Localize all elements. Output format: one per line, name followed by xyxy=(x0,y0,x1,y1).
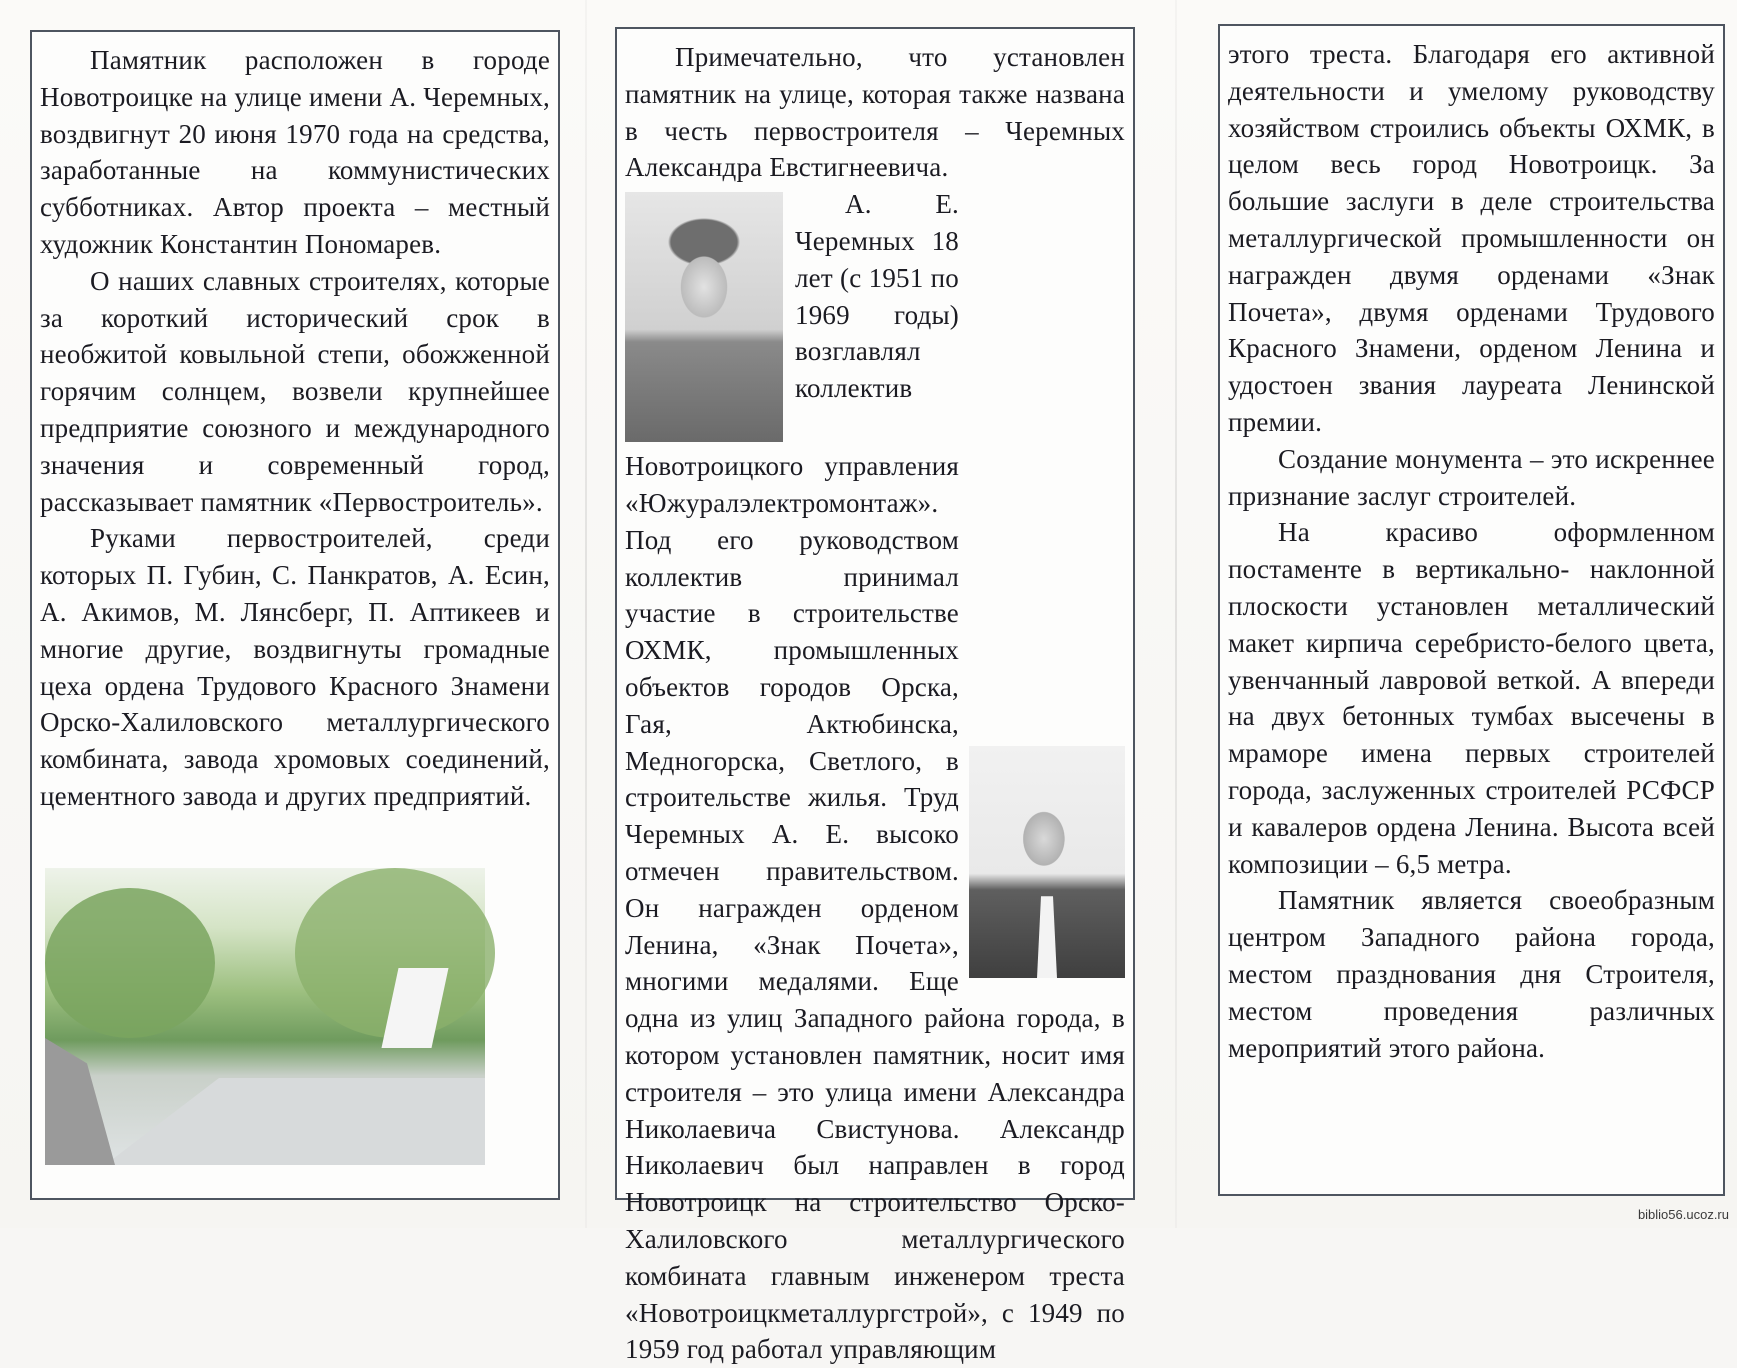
column-right xyxy=(1218,24,1725,1196)
paragraph-trust: этого треста. Благодаря его активной деятельности и умелому руководству хозяйством строились объекты ОХМК, в целом весь город Новотроицк. За большие заслуги в деле строительства металлургической промышленности он награжден двумя орденами «Знак Почета», двумя орденами Трудового Красного Знамени, орденом Ленина и удостоен звания лауреата Ленинской премии. xyxy=(1228,39,1715,437)
paragraph-center: Памятник является своеобразным центром Западного района города, местом празднования дня Строителя, местом проведения различных мероприятий этого района. xyxy=(1228,885,1715,1063)
watermark: biblio56.ucoz.ru xyxy=(1637,1207,1729,1222)
portrait-photo-svistunov xyxy=(969,746,1125,978)
column-middle xyxy=(615,27,1135,1365)
portrait-photo-cheremnykh xyxy=(625,192,783,442)
monument-park-photo xyxy=(45,868,485,1165)
paragraph-location: Памятник расположен в городе Новотроицке на улице имени А. Черемных, воздвигнут 20 июня 1970 года на средства, заработанные на коммунистических субботниках. Автор проекта – местный художник Константин Пономарев. xyxy=(40,45,550,259)
paragraph-builders: О наших славных строителях, которые за короткий исторический срок в необжитой ковыльной степи, обожженной горячим солнцем, возвели крупнейшее предприятие союзного и международного значения и современный город, рассказывает памятник «Первостроитель». xyxy=(40,265,550,517)
fold-line-right xyxy=(1175,0,1177,1228)
fold-line-left xyxy=(585,0,587,1228)
paragraph-hands: Руками первостроителей, среди которых П. Губин, С. Панкратов, А. Есин, А. Акимов, М. Лянсберг, П. Аптикеев и многие другие, воздвигнуты громадные цеха ордена Трудового Красного Знамени Орско-Халиловского металлургического комбината, завода хромовых соединений, цементного завода и других предприятий. xyxy=(40,523,550,811)
paragraph-pedestal: На красиво оформленном постаменте в вертикально- наклонной плоскости установлен металлический макет кирпича серебристо-белого цвета, увенчанный лавровой веткой. А впереди на двух бетонных тумбах высечены в мраморе имена первых строителей города, заслуженных строителей РСФСР и кавалеров ордена Ленина. Высота всей композиции – 6,5 метра. xyxy=(1228,517,1715,879)
paragraph-cheremnykh: А. Е. Черемных 18 лет (с 1951 по 1969 годы) возглавлял коллектив Новотроицкого управления «Южуралэлектромонтаж». Под его руководством коллектив принимал участие в строительстве ОХМК, промышленных объектов городов Орска, Гая, Актюбинска, Медногорска, Светлого, в строительстве жилья. Труд Черемных А. Е. высоко отмечен правительством. Он награжден орденом Ленина, «Знак Почета», многими медалями. Еще одна из улиц Западного района города, в котором установлен памятник, носит имя строителя – это улица имени Александра Николаевича Свистунова. Александр Николаевич был направлен в город Новотроицк на строительство Орско-Халиловского металлургического комбината главным инженером треста «Новотроицкметаллургстрой», с 1949 по 1959 год работал управляющим xyxy=(625,189,1125,1365)
paragraph-street-intro: Примечательно, что установлен памятник на улице, которая также названа в честь первостроителя – Черемных Александра Евстигнеевича. xyxy=(625,42,1125,183)
paragraph-recognition: Создание монумента – это искреннее признание заслуг строителей. xyxy=(1228,443,1715,511)
